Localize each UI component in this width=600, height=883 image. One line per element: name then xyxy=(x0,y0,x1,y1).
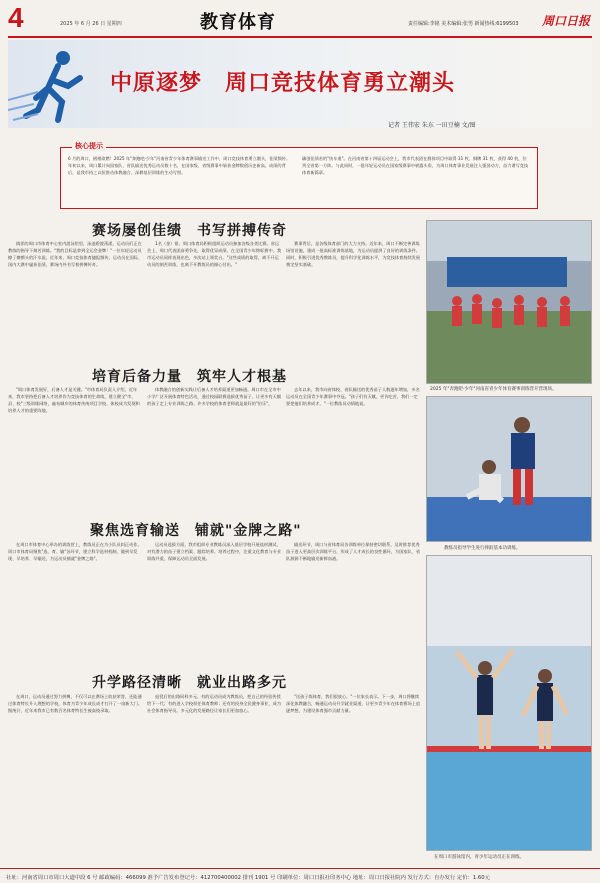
section-2-col-1: "周口体育发展好，后备人才是关键。"市体育局负责人介绍，近年来，我市坚持把后备人才培养作为竞技体育的生命线，建立健全"市、县、校"三级训练网络，遍布城乡的体育传统项目学校、体校成为发现和培养人才的重要阵地。 xyxy=(8,387,140,413)
section-4-col-1: 在周口，运动员通过努力拼搏，不仅可以在赛场上收获荣誉，还能通过体育特长升入理想的学校，体育为青少年成长成才打开了一扇新大门。据统计，近年来我市已有数百名体育特长生被高校录取。 xyxy=(8,694,142,713)
photo-3-caption: 在周口市游泳馆内，青少年运动员正在训练。 xyxy=(434,855,524,860)
page-number: 4 xyxy=(8,2,24,33)
section-4-title: 升学路径清晰 就业出路多元 xyxy=(92,675,287,691)
wrestling-training-photo xyxy=(426,396,592,542)
photo-2-caption: 教练员指导学生进行摔跤基本功训练。 xyxy=(444,546,521,551)
core-prompt-label: 核心提示 xyxy=(72,141,106,151)
section-3-col-3: 输送环节，周口与省体育局各训练单位保持密切联系，及时推荐优秀苗子进入更高层次训练平台，形成了人才成长的良性循环，为国家队、省队源源不断地输送新鲜血液。 xyxy=(286,542,420,561)
masthead xyxy=(0,0,600,40)
date-line: 2025 年 6 月 26 日 星期四 xyxy=(60,21,122,27)
prompt-col-1: 6 月的周口，褶褶欲燃！2025 年"奔跑吧·少年"河南省青少年体育赛事输送工作中，周口竞技体育勇立潮头，佳绩频传。年初以来，周口累计向国家队、省队输送优秀运动员数十名，在国家级、省级赛事中斩获金牌数创历史新高。成绩的背后，是我市持之以恒推动体教融合、深耕基层训练的生动写照。 xyxy=(68,156,291,175)
editors-line: 责任编辑:李铭 美术编辑:张男 新闻热线:6199503 xyxy=(408,21,519,27)
runner-silhouette-icon xyxy=(8,40,118,128)
section-1-col-2: 1名（金）银，周口体育局积极组织运动员参加各级各类比赛。省运会上，周口代表团奋勇争先，取得优异成绩。在全国青少年锦标赛中，我市运动员同样表现出色，多次站上领奖台。"这些成绩的取得，离不开运动员的刻苦训练，也离不开教练员的倾心付出。" xyxy=(147,241,281,267)
section-1-title: 赛场屡创佳绩 书写拼搏传奇 xyxy=(92,223,287,239)
newspaper-logo: 周口日报 xyxy=(542,14,591,28)
prompt-col-2: 确创佳绩若的"快车道"。在河南省第十四届运动会上，我市代表团在群体项目中取得 31 枚、铜牌 31 枚，获得 40 枚，位列全省第一方阵。与此同时，一批年轻运动员在国家级赛事中崭露头角，为周口体育事业发展注入强劲动力，奋力谱写竞技体育新篇章。 xyxy=(302,156,529,175)
section-2-title: 培育后备力量 筑牢人才根基 xyxy=(92,369,287,385)
byline: 记者 王伟宏 朱东 一田豆楠 文/图 xyxy=(388,122,476,129)
section-4-col-3: "送孩子练体育，我们很放心。"一位家长表示。下一步，周口将继续深化体教融合，畅通运动员升学就业渠道，让更多青少年在体育赛场上追逐梦想，为建设体育强市贡献力量。 xyxy=(286,694,420,713)
training-camp-photo xyxy=(426,220,592,384)
section-title: 教育体育 xyxy=(200,12,276,33)
footer-imprint: 社址：河南省周口市周口大道中段 6 号 邮政编码：466099 准予广告发布登记号：412700400002 排刊 1901 号 印刷单位：周口日报社印务中心 地址：周口日报社院内 发行方式：自办发行 定价：1.60元 xyxy=(0,868,600,883)
section-3-col-2: 运动员选拔方面，我市组织专业教练员深入基层学校开展选材测试，对有潜力的苗子建立档案、跟踪培养。培养过程中，注重文化教育与专业训练并重，保障运动员全面发展。 xyxy=(147,542,281,561)
header-rule xyxy=(8,36,592,38)
swimming-training-photo xyxy=(426,555,592,851)
section-2-col-2: 体教融合的创新实践让后备人才培养渠道更加畅通。周口市在全市中小学广泛开展体育特色活动，通过校园联赛选拔优秀苗子，让更多有天赋的孩子走上专业训练之路。许多学校的体育老师就是最好的"伯乐"。 xyxy=(147,387,281,406)
section-3-title: 聚焦选育输送 铺就"金牌之路" xyxy=(90,523,302,539)
section-4-col-2: 退役后的出路同样多元。有的运动员成为教练员，把自己的经验传授给下一代；有的进入学校担任体育教师；还有的投身全民健身事业，成为社会体育指导员。多元化的发展路径让家长们更加放心。 xyxy=(147,694,281,713)
photo-1-caption: 2025 年"奔跑吧·少年"河南省青少年体育赛事训练营开营现场。 xyxy=(430,387,557,392)
section-3-col-1: 在周口市体育中心举办的训练营上，教练员正在为小队员纠正动作。周口市体育局聚焦"选、育、输"各环节，建立科学选材机制，做到早发现、早培养、早输送，为运动员铺就"金牌之路"。 xyxy=(8,542,142,561)
section-2-col-3: 去年以来，我市向省体校、省队输送的优秀苗子人数逐年增加，多名运动员在全国青少年赛事中夺冠。"孩子们有天赋，更肯吃苦，我们一定要把他们培养成才。"一位教练员动情地说。 xyxy=(286,387,420,406)
section-1-col-3: 赛事背后，是各级体育部门的大力支持。近年来，周口不断完善训练场馆设施，建成一批高标准训练基地，为运动员提供了良好的训练条件。同时，积极引进优秀教练员，提升科学化训练水平，为竞技体育持续发展奠定坚实基础。 xyxy=(286,241,420,267)
headline: 中原逐梦 周口竞技体育勇立潮头 xyxy=(110,70,456,96)
section-1-col-1: 徜徉的周口市体育中心室内游泳馆里，泳池碧波荡漾，运动员们正在教练的指导下刻苦训练。"我的目标是拿到全运会金牌！"一位年轻运动员擦了擦额头的汗水说。近年来，周口竞技体育捷报频传，运动员在国际、国内大赛中屡获佳绩，赛场内外书写着拼搏传奇。 xyxy=(8,241,142,267)
